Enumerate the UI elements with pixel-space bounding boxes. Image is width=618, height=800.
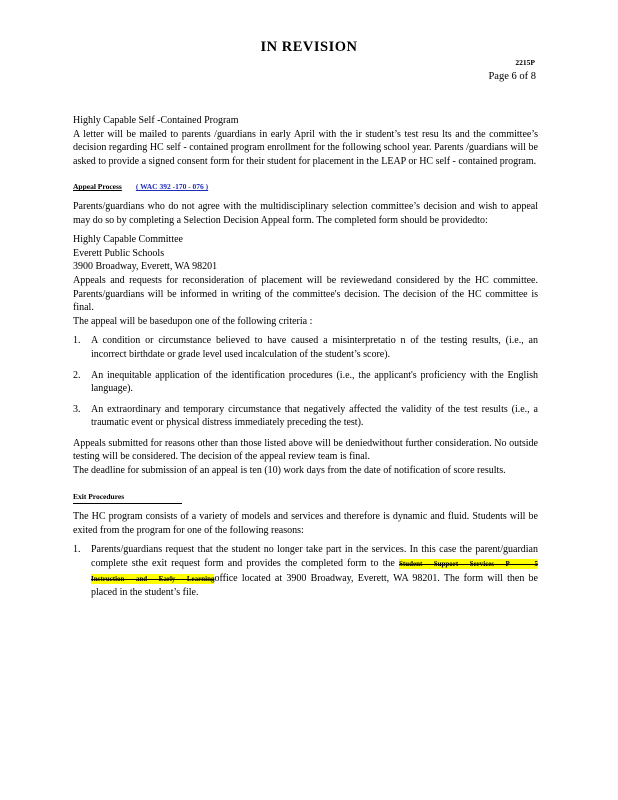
appeal-subheading bbox=[73, 180, 538, 194]
address-line: Everett Public Schools bbox=[73, 247, 165, 259]
deadline-paragraph: The deadline for submission of an appeal is ten (10) work days from the date of notification of score results. bbox=[73, 465, 506, 477]
other-reasons-paragraph: Appeals submitted for reasons other than those listed above will be deniedwithout further consideration. No outside testing will be considered. The decision of the appeal review team is final. bbox=[73, 437, 538, 463]
address-line: Highly Capable Committee bbox=[73, 234, 183, 246]
exit-item: 1. Parents/guardians request that the student no longer take part in the services. In this case the parent/guardian complete sthe exit request form and provides the completed form to the Student Support Services P - 5 Instruction and Early Learningoffice located at 3900 Broadway, Everett, WA 98201. The form will then be placed in the student’s file. bbox=[73, 544, 539, 599]
wac-link[interactable]: ( WAC 392 -170 - 076 ) bbox=[135, 182, 209, 192]
revision-heading: IN REVISION bbox=[260, 39, 358, 55]
review-paragraph: Appeals and requests for reconsideration of placement will be reviewedand considered by the HC committee. Parents/guardians will be informed in writing of the committee's decision. The decision of the HC committee is final. bbox=[73, 274, 538, 314]
document-body bbox=[73, 114, 538, 607]
committee-address bbox=[73, 233, 538, 274]
criteria-item: 2. An inequitable application of the identification procedures (i.e., the applicant's proficiency with the English language). bbox=[73, 369, 538, 395]
criteria-item: 3. An extraordinary and temporary circumstance that negatively affected the validity of the test results (i.e., a traumatic event or physical distress immediately preceding the test). bbox=[73, 403, 538, 429]
criteria-item: 1. A condition or circumstance believed to have caused a misinterpretatio n of the testing results, (i.e., an incorrect birthdate or grade level used incalculation of the student’s score). bbox=[73, 335, 538, 360]
criteria-intro: The appeal will be basedupon one of the following criteria : bbox=[73, 315, 313, 327]
page-number: Page 6 of 8 bbox=[488, 71, 536, 82]
exit-reasons-list bbox=[73, 543, 538, 599]
address-line: 3900 Broadway, Everett, WA 98201 bbox=[73, 261, 218, 273]
highlighted-revision: Student Support Services P - 5 Instruction and Early Learning bbox=[91, 560, 539, 583]
exit-intro: The HC program consists of a variety of models and services and therefore is dynamic and fluid. Students will be exited from the program for one of the following reasons: bbox=[73, 511, 538, 536]
program-paragraph: A letter will be mailed to parents /guardians in early April with the ir student’s test resu lts and the committee’s decision regarding HC self - contained program enrollment for the following school year. Parents /guardians will be asked to provide a signed consent form for their student for placement in the LEAP or HC self - contained program. bbox=[73, 128, 538, 167]
program-title: Highly Capable Self -Contained Program bbox=[73, 115, 239, 126]
exit-subheading bbox=[73, 490, 538, 505]
policy-number: 2215P bbox=[515, 58, 535, 67]
appeal-intro: Parents/guardians who do not agree with the multidisciplinary selection committee’s decision and wish to appeal may do so by completing a Selection Decision Appeal form. The completed form should be providedto: bbox=[73, 200, 538, 226]
exit-heading: Exit Procedures bbox=[73, 490, 182, 505]
criteria-list bbox=[73, 334, 538, 430]
appeal-heading: Appeal Process bbox=[73, 182, 122, 192]
